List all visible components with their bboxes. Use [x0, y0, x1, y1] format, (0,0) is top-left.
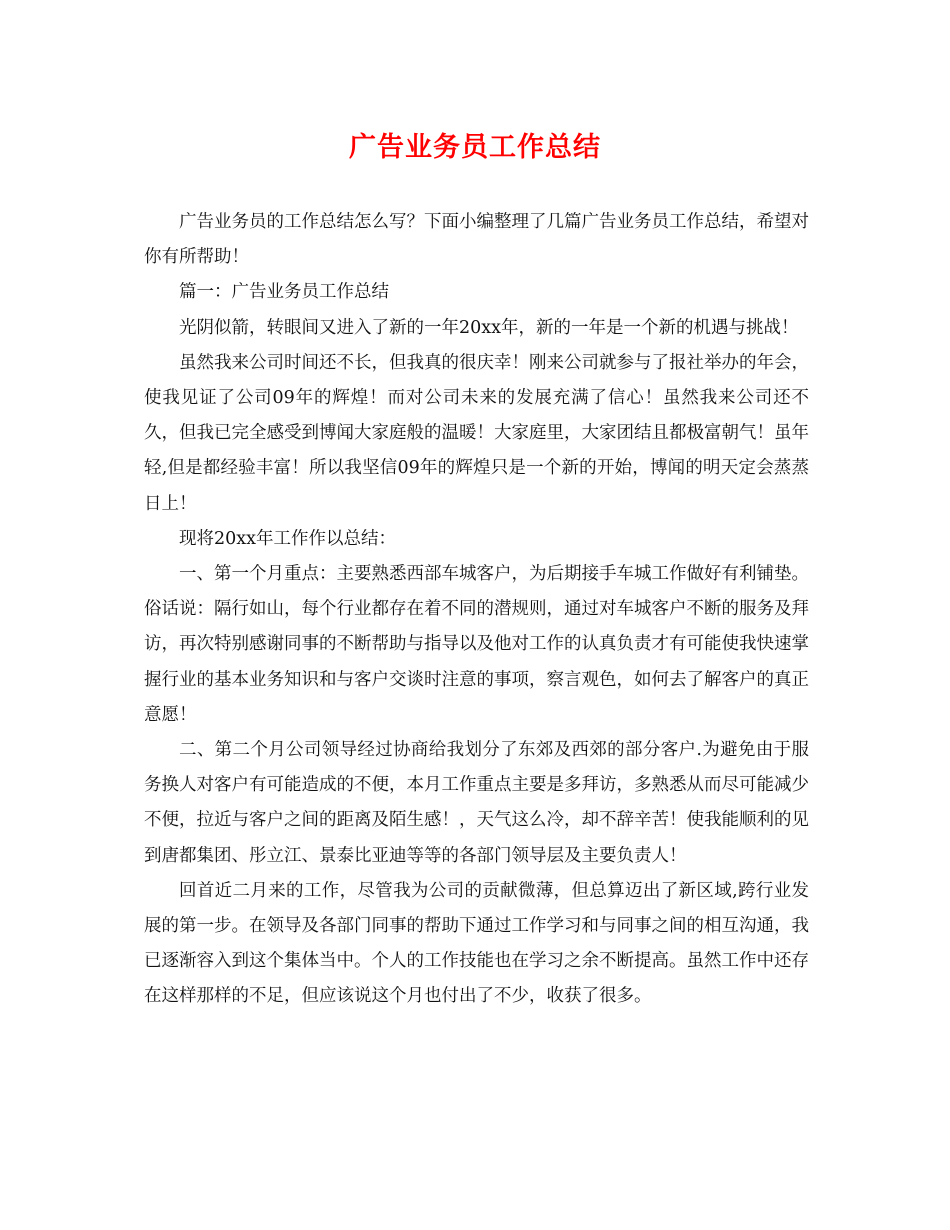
paragraph-section-heading: 篇一：广告业务员工作总结 [179, 282, 389, 303]
document-title: 广告业务员工作总结 [349, 132, 601, 163]
paragraph-opening: 光阴似箭，转眼间又进入了新的一年20xx年，新的一年是一个新的机遇与挑战！ [179, 317, 799, 338]
paragraph-intro: 广告业务员的工作总结怎么写？下面小编整理了几篇广告业务员工作总结，希望对你有所帮助！ [144, 212, 809, 268]
paragraph-review: 回首近二月来的工作，尽管我为公司的贡献微薄，但总算迈出了新区域,跨行业发展的第一步。在领导及各部门同事的帮助下通过工作学习和与同事之间的相互沟通，我已逐渐容入到这个集体当中。个人的工作技能也在学习之余不断提高。虽然工作中还存在这样那样的不足，但应该说这个月也付出了不少，收获了很多。 [144, 880, 809, 1007]
paragraph-summary-lead: 现将20xx年工作作以总结： [179, 528, 397, 549]
paragraph-month-one: 一、第一个月重点：主要熟悉西部车城客户，为后期接手车城工作做好有利铺垫。俗话说：隔行如山，每个行业都存在着不同的潜规则，通过对车城客户不断的服务及拜访，再次特别感谢同事的不断帮助与指导以及他对工作的认真负责才有可能使我快速掌握行业的基本业务知识和与客户交谈时注意的事项，察言观色，如何去了解客户的真正意愿！ [144, 564, 809, 725]
document-body [144, 205, 809, 1015]
paragraph-company: 虽然我来公司时间还不长，但我真的很庆幸！刚来公司就参与了报社举办的年会，使我见证了公司09年的辉煌！而对公司未来的发展充满了信心！虽然我来公司还不久，但我已完全感受到博闻大家庭般的温暖！大家庭里，大家团结且都极富朝气！虽年轻,但是都经验丰富！所以我坚信09年的辉煌只是一个新的开始，博闻的明天定会蒸蒸日上！ [144, 352, 809, 514]
paragraph-month-two: 二、第二个月公司领导经过协商给我划分了东郊及西郊的部分客户.为避免由于服务换人对客户有可能造成的不便，本月工作重点主要是多拜访，多熟悉从而尽可能减少不便，拉近与客户之间的距离及陌生感！，天气这么冷，却不辞辛苦！使我能顺利的见到唐都集团、彤立江、景泰比亚迪等等的各部门领导层及主要负责人！ [144, 740, 809, 866]
